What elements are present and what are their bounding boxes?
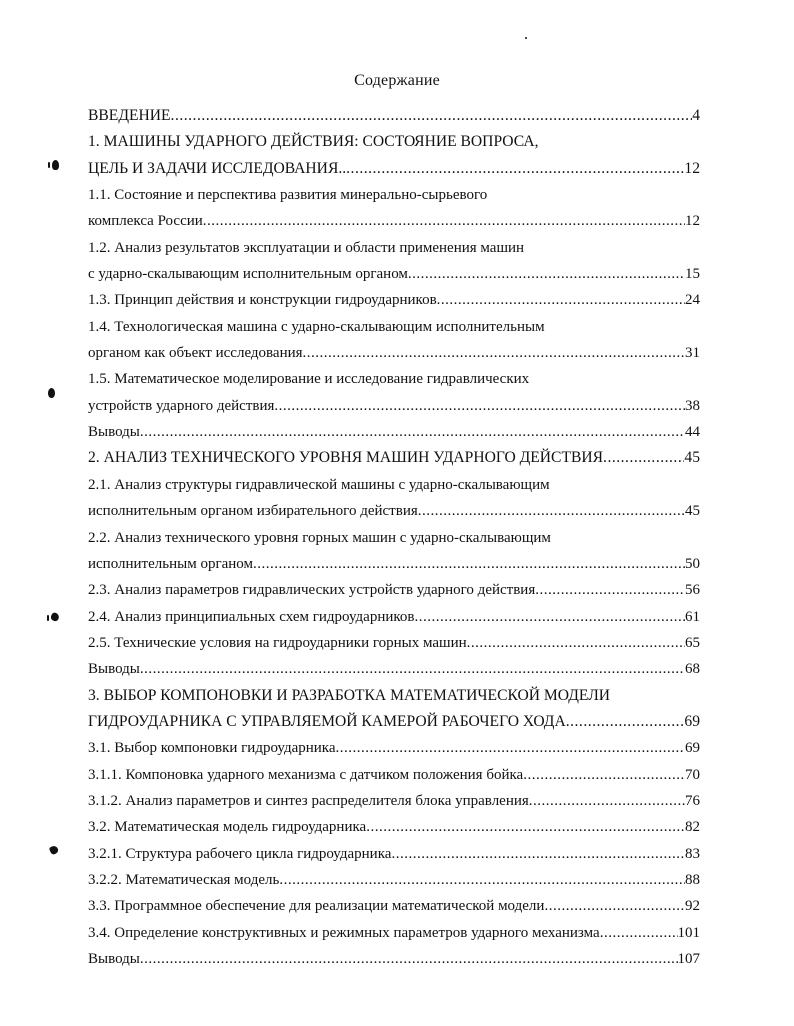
scan-mark bbox=[47, 615, 49, 621]
toc-entry bbox=[88, 287, 700, 313]
toc-entry bbox=[88, 340, 700, 366]
toc-entry bbox=[88, 604, 700, 630]
page-title: Содержание bbox=[354, 72, 440, 89]
toc-entry bbox=[88, 472, 700, 498]
toc-entry-page: 12 bbox=[685, 213, 700, 230]
toc-entry-text: 2.1. Анализ структуры гидравлической машины с ударно-скалывающим bbox=[88, 476, 550, 493]
table-of-contents bbox=[88, 103, 700, 972]
toc-entry-page: 70 bbox=[685, 766, 700, 783]
toc-entry-text: комплекса России bbox=[88, 213, 203, 230]
toc-entry-page: 83 bbox=[685, 845, 700, 862]
toc-entry-page: 92 bbox=[685, 898, 700, 915]
toc-entry-page: 12 bbox=[684, 159, 700, 177]
toc-entry-page: 68 bbox=[685, 661, 700, 678]
toc-entry-text: Выводы bbox=[88, 661, 140, 678]
toc-entry bbox=[88, 182, 700, 208]
toc-entry-text: 3.2. Математическая модель гидроударника bbox=[88, 819, 367, 836]
toc-leader-dots bbox=[603, 445, 684, 471]
toc-entry bbox=[88, 208, 700, 234]
toc-entry bbox=[88, 577, 700, 603]
toc-entry-page: 88 bbox=[685, 871, 700, 888]
toc-entry-text: 2.3. Анализ параметров гидравлических устройств ударного действия bbox=[88, 582, 536, 599]
toc-entry bbox=[88, 946, 700, 972]
toc-entry-page: 50 bbox=[685, 555, 700, 572]
toc-leader-dots bbox=[274, 393, 685, 419]
toc-leader-dots bbox=[140, 946, 678, 972]
toc-entry bbox=[88, 920, 700, 946]
toc-leader-dots bbox=[437, 287, 685, 313]
toc-entry-page: 107 bbox=[677, 951, 700, 967]
scan-mark bbox=[50, 612, 61, 623]
toc-entry bbox=[88, 867, 700, 893]
toc-leader-dots bbox=[600, 920, 678, 946]
toc-entry-text: 1.3. Принцип действия и конструкции гидроударников bbox=[88, 292, 437, 309]
toc-entry-text: 2.5. Технические условия на гидроударники горных машин bbox=[88, 634, 467, 651]
toc-entry bbox=[88, 788, 700, 814]
toc-entry-page: 15 bbox=[685, 266, 700, 283]
toc-leader-dots bbox=[336, 735, 685, 761]
toc-entry-text: ГИДРОУДАРНИКА С УПРАВЛЯЕМОЙ КАМЕРОЙ РАБОЧЕГО ХОДА bbox=[88, 712, 566, 730]
toc-leader-dots bbox=[467, 630, 685, 656]
toc-leader-dots bbox=[408, 261, 685, 287]
toc-entry-text: Выводы bbox=[88, 424, 140, 441]
toc-entry-page: 4 bbox=[692, 107, 700, 124]
toc-entry-text: с ударно-скалывающим исполнительным органом bbox=[88, 266, 408, 283]
toc-entry bbox=[88, 498, 700, 524]
toc-entry-text: органом как объект исследования bbox=[88, 345, 303, 362]
toc-entry-page: 69 bbox=[684, 712, 700, 730]
toc-entry-page: 31 bbox=[685, 345, 700, 362]
toc-entry-text: 2. АНАЛИЗ ТЕХНИЧЕСКОГО УРОВНЯ МАШИН УДАРНОГО ДЕЙСТВИЯ bbox=[88, 449, 604, 467]
toc-entry-text: исполнительным органом избирательного действия bbox=[88, 503, 418, 520]
toc-leader-dots bbox=[366, 814, 685, 840]
toc-entry-text: 2.2. Анализ технического уровня горных машин с ударно-скалывающим bbox=[88, 529, 551, 546]
toc-entry-page: 45 bbox=[685, 503, 700, 520]
toc-entry-page: 45 bbox=[684, 449, 700, 467]
toc-entry-text: 1. МАШИНЫ УДАРНОГО ДЕЙСТВИЯ: СОСТОЯНИЕ ВОПРОСА, bbox=[88, 133, 539, 151]
toc-entry-page: 56 bbox=[685, 582, 700, 599]
toc-entry bbox=[88, 129, 700, 155]
toc-entry-text: 3.1. Выбор компоновки гидроударника bbox=[88, 740, 336, 757]
toc-entry-page: 69 bbox=[685, 740, 700, 757]
toc-entry bbox=[88, 419, 700, 445]
toc-entry-text: 1.5. Математическое моделирование и исследование гидравлических bbox=[88, 371, 530, 388]
toc-leader-dots bbox=[418, 498, 685, 524]
toc-entry bbox=[88, 630, 700, 656]
scan-mark bbox=[48, 388, 55, 398]
toc-entry-text: 3.3. Программное обеспечение для реализации математической модели bbox=[88, 898, 545, 915]
toc-entry bbox=[88, 156, 700, 182]
toc-leader-dots bbox=[303, 340, 685, 366]
toc-entry-text: 3.4. Определение конструктивных и режимных параметров ударного механизма bbox=[88, 924, 600, 941]
toc-entry-page: 61 bbox=[685, 608, 700, 625]
toc-entry bbox=[88, 656, 700, 682]
toc-leader-dots bbox=[566, 709, 685, 735]
toc-entry-text: 2.4. Анализ принципиальных схем гидроударников bbox=[88, 608, 415, 625]
toc-entry bbox=[88, 683, 700, 709]
toc-entry-page: 101 bbox=[677, 924, 700, 941]
toc-entry bbox=[88, 261, 700, 287]
toc-entry-text: ЦЕЛЬ И ЗАДАЧИ ИССЛЕДОВАНИЯ.. bbox=[88, 159, 347, 177]
toc-entry-text: 1.2. Анализ результатов эксплуатации и области применения машин bbox=[88, 239, 525, 256]
toc-entry-text: устройств ударного действия bbox=[88, 397, 275, 414]
toc-leader-dots bbox=[414, 604, 685, 630]
toc-leader-dots bbox=[253, 551, 685, 577]
toc-entry bbox=[88, 525, 700, 551]
toc-leader-dots bbox=[346, 156, 684, 182]
scan-mark bbox=[48, 162, 50, 168]
toc-entry-page: 44 bbox=[685, 424, 700, 441]
toc-entry-page: 65 bbox=[685, 634, 700, 651]
toc-entry-text: 3.2.1. Структура рабочего цикла гидроударника bbox=[88, 845, 392, 862]
toc-entry bbox=[88, 445, 700, 471]
toc-entry bbox=[88, 762, 700, 788]
toc-leader-dots bbox=[203, 208, 685, 234]
toc-entry bbox=[88, 393, 700, 419]
toc-entry-text: 3. ВЫБОР КОМПОНОВКИ И РАЗРАБОТКА МАТЕМАТИЧЕСКОЙ МОДЕЛИ bbox=[88, 686, 611, 704]
toc-leader-dots bbox=[140, 656, 685, 682]
toc-entry bbox=[88, 841, 700, 867]
toc-entry-page: 38 bbox=[685, 397, 700, 414]
toc-entry bbox=[88, 235, 700, 261]
toc-entry bbox=[88, 893, 700, 919]
toc-leader-dots bbox=[544, 893, 685, 919]
toc-entry-text: Выводы bbox=[88, 951, 140, 967]
toc-leader-dots bbox=[535, 577, 685, 603]
toc-entry bbox=[88, 103, 700, 129]
toc-entry-page: 24 bbox=[685, 292, 700, 309]
toc-entry-text: 1.4. Технологическая машина с ударно-скалывающим исполнительным bbox=[88, 318, 545, 335]
toc-leader-dots bbox=[171, 103, 693, 129]
toc-leader-dots bbox=[279, 867, 685, 893]
toc-entry bbox=[88, 551, 700, 577]
toc-entry bbox=[88, 314, 700, 340]
toc-entry-text: 1.1. Состояние и перспектива развития минерально-сырьевого bbox=[88, 187, 488, 204]
toc-entry-text: 3.1.1. Компоновка ударного механизма с датчиком положения бойка bbox=[88, 766, 524, 783]
toc-entry bbox=[88, 814, 700, 840]
toc-leader-dots bbox=[140, 419, 685, 445]
toc-entry-page: 82 bbox=[685, 819, 700, 836]
toc-entry-text: ВВЕДЕНИЕ bbox=[88, 107, 171, 124]
toc-entry bbox=[88, 366, 700, 392]
toc-leader-dots bbox=[391, 841, 685, 867]
scan-mark bbox=[52, 160, 59, 170]
toc-entry-page: 76 bbox=[685, 792, 700, 809]
toc-entry bbox=[88, 735, 700, 761]
toc-leader-dots bbox=[523, 762, 685, 788]
toc-entry-text: 3.2.2. Математическая модель bbox=[88, 871, 280, 888]
toc-leader-dots bbox=[529, 788, 685, 814]
toc-entry bbox=[88, 709, 700, 735]
scan-speck bbox=[525, 37, 527, 39]
toc-entry-text: 3.1.2. Анализ параметров и синтез распределителя блока управления bbox=[88, 792, 529, 809]
toc-entry-text: исполнительным органом bbox=[88, 555, 253, 572]
scan-mark bbox=[49, 845, 60, 856]
